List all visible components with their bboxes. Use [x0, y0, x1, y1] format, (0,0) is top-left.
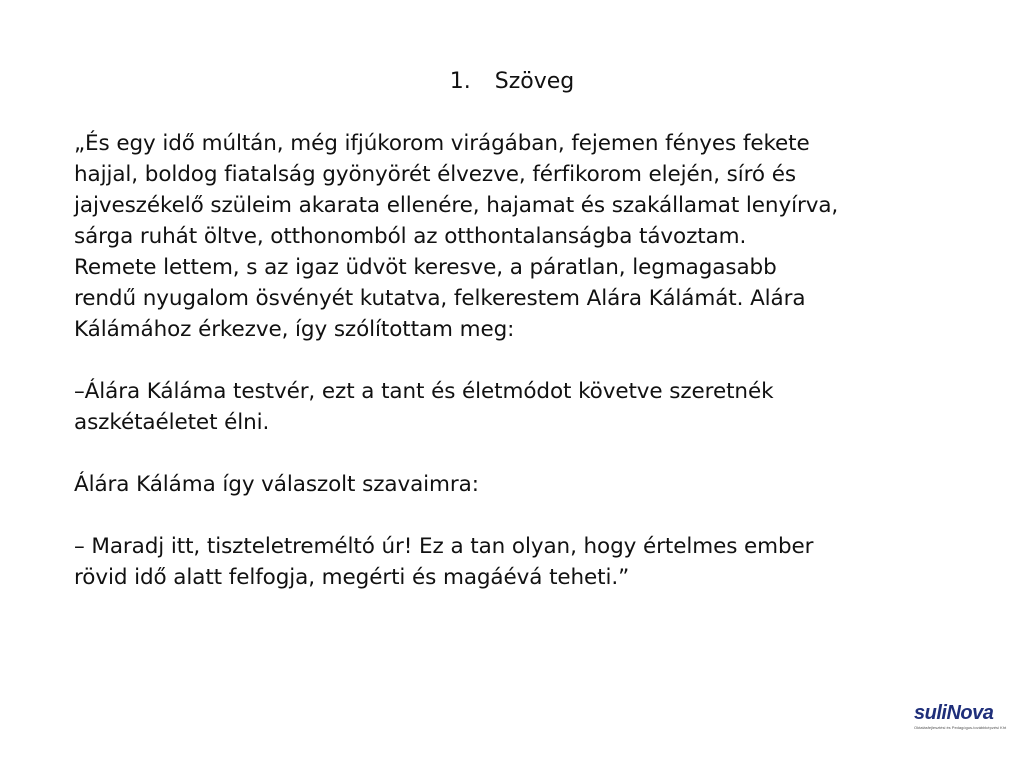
- logo-wordmark: [914, 702, 998, 724]
- logo-part-suli: suli: [914, 702, 947, 724]
- paragraph-reply: – Maradj itt, tiszteletreméltó úr! Ez a tan olyan, hogy értelmes ember rövid idő alatt felfogja, megérti és magáévá teheti.”: [74, 534, 814, 590]
- paragraph-quote-intro: „És egy idő múltán, még ifjúkorom virágában, fejemen fényes fekete hajjal, boldog fiatalság gyönyörét élvezve, férfikorom elején, síró és jajveszékelő szüleim akarata ellenére, hajamat és szakállamat lenyírva, sárga ruhát öltve, otthonomból az otthontalanságba távoztam. Remete lettem, s az igaz üdvöt keresve, a páratlan, legmagasabb rendű nyugalom ösvényét kutatva, felkerestem Alára Kálámát. Alára Kálámához érkezve, így szólítottam meg:: [74, 131, 839, 342]
- heading-number: 1.: [449, 69, 471, 94]
- heading-title: Szöveg: [494, 69, 575, 94]
- paragraph-request: –Álára Káláma testvér, ezt a tant és életmódot követve szeretnék aszkétaéletet élni.: [74, 379, 774, 435]
- body-text: [74, 128, 974, 624]
- slide-heading: [0, 68, 1024, 96]
- logo-tagline: Oktatásfejlesztési és Pedagógus-továbbképzési Kht: [914, 725, 1007, 730]
- sulinova-logo: [914, 702, 1007, 742]
- logo-part-nova: Nova: [946, 702, 994, 724]
- paragraph-reply-intro: Álára Káláma így válaszolt szavaimra:: [74, 472, 479, 497]
